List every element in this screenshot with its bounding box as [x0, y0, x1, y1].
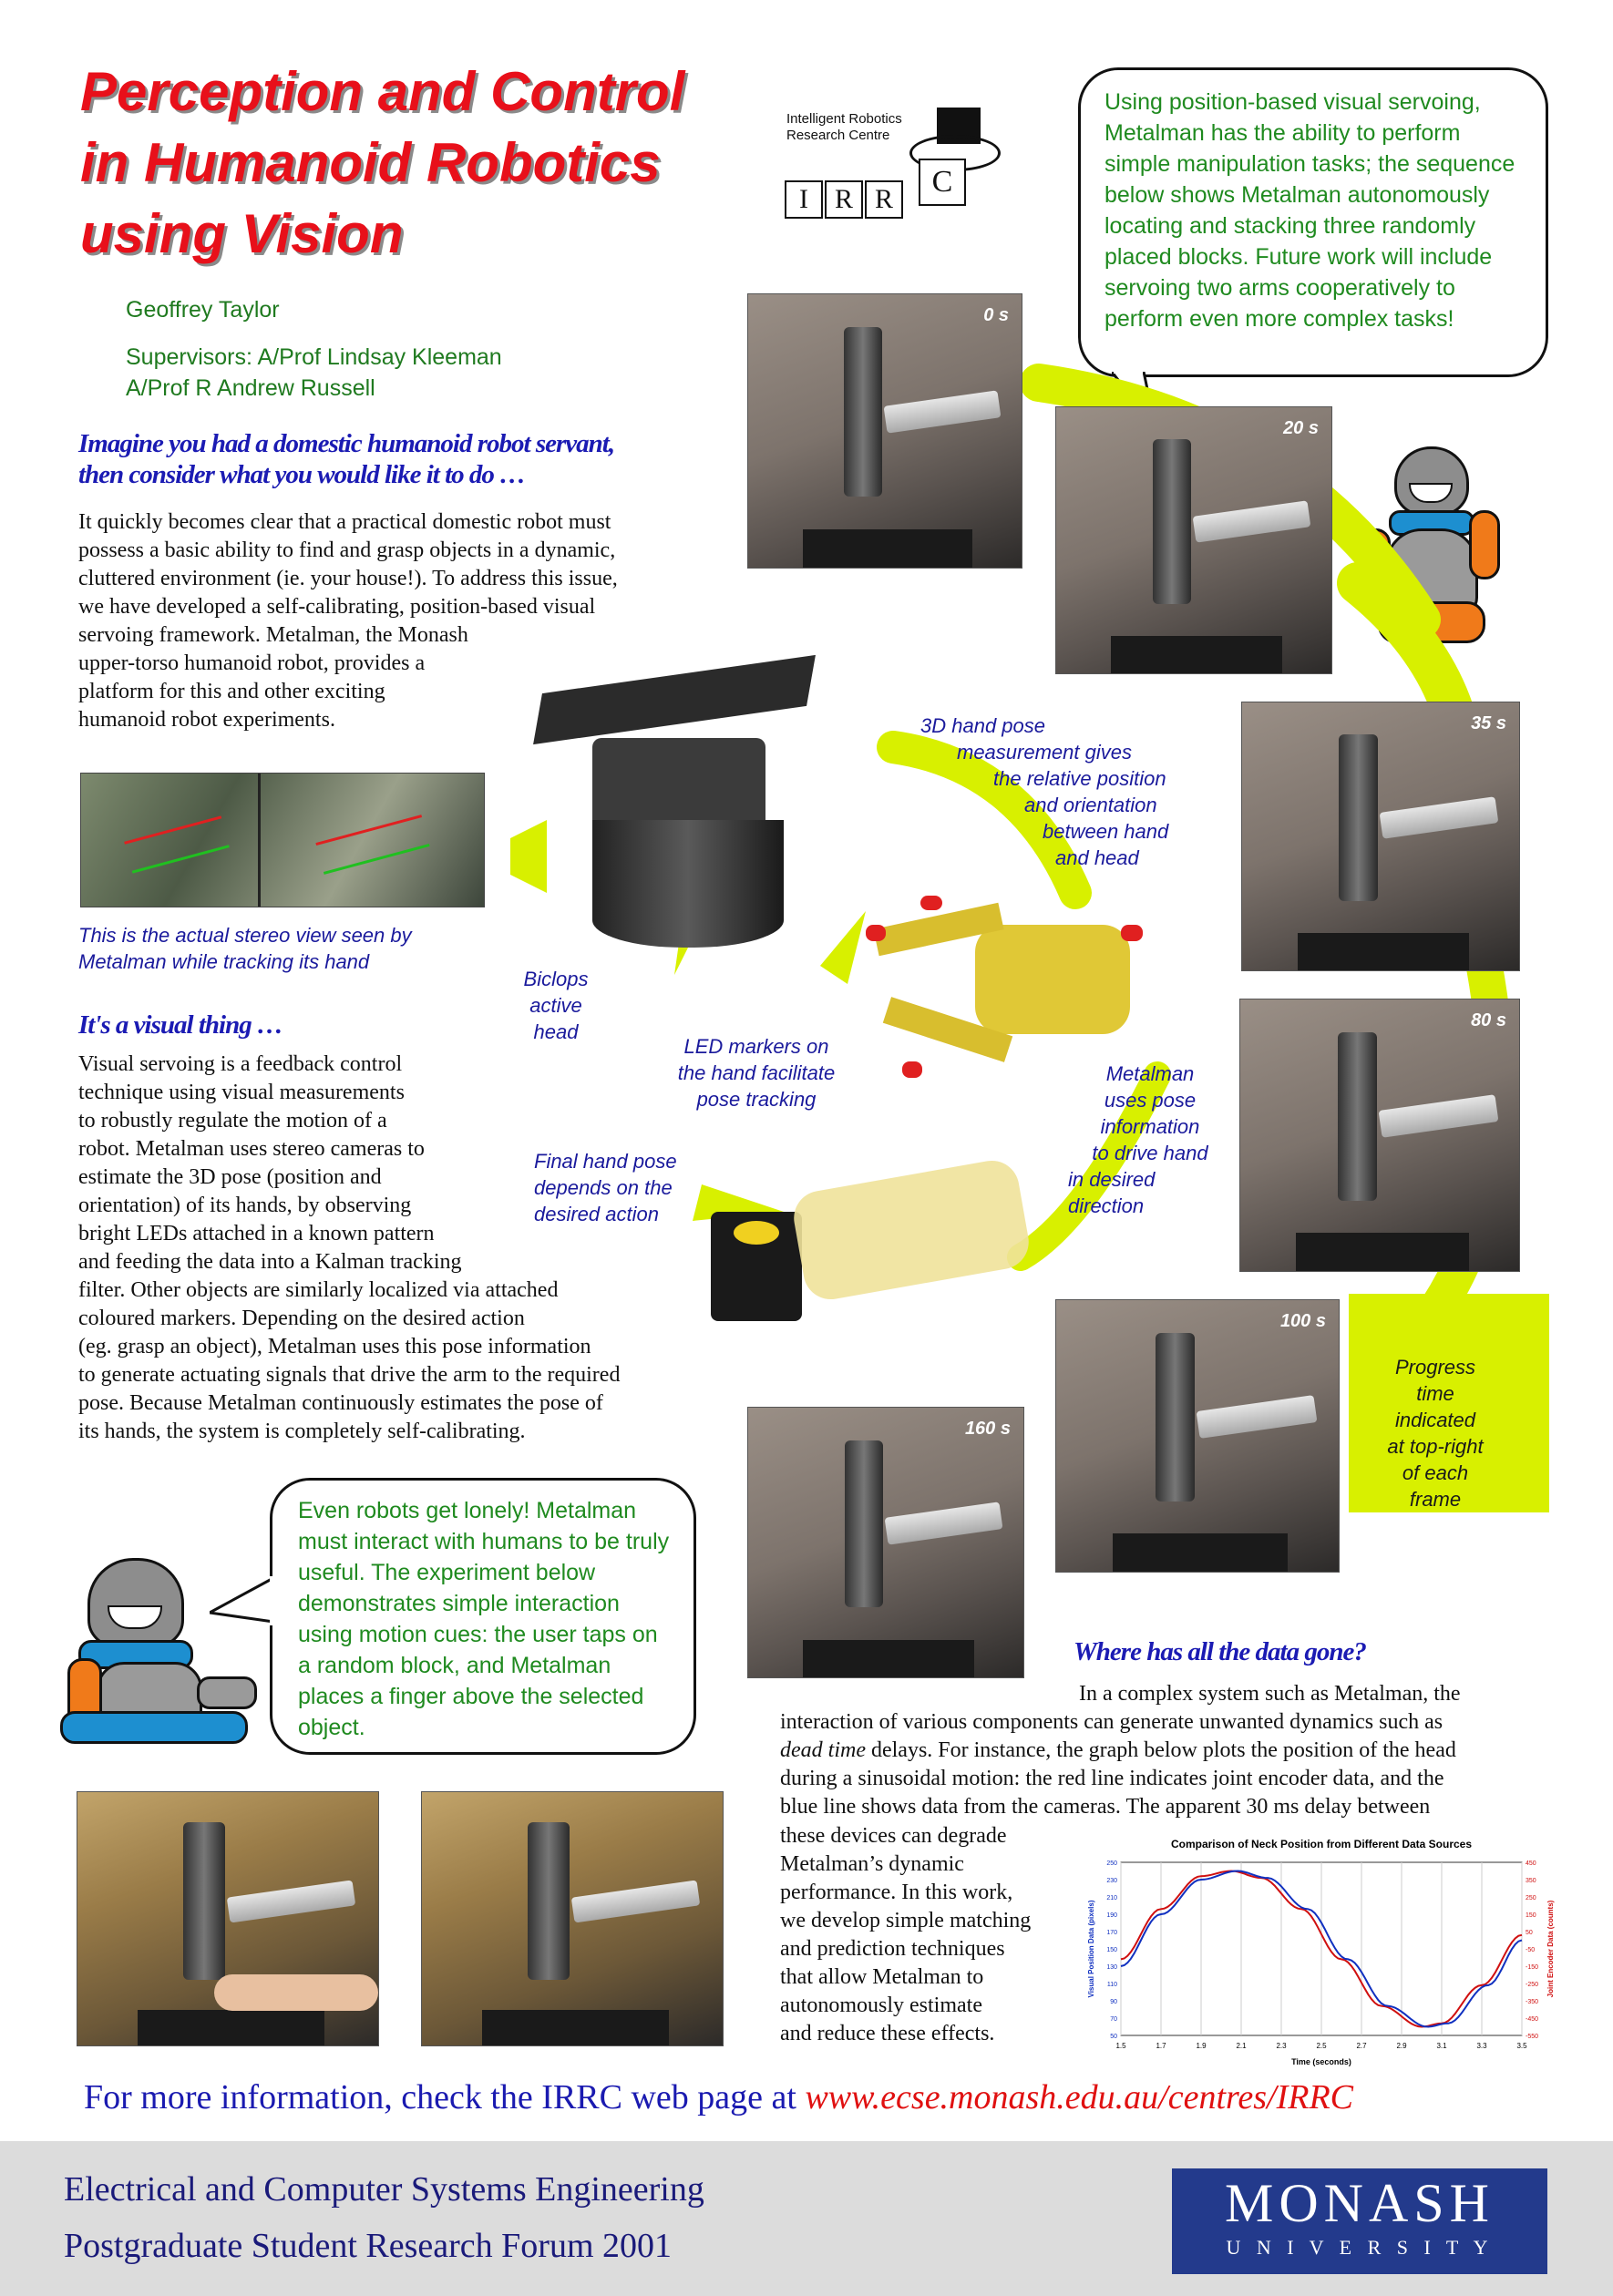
intro-line-6: upper-torso humanoid robot, provides a	[78, 651, 426, 675]
robot-hand	[197, 1676, 257, 1709]
pose3d-line-3: the relative position	[993, 767, 1166, 790]
progress-line-1: Progress	[1394, 1356, 1476, 1379]
interaction-photo-2	[421, 1791, 724, 2046]
frame-base	[803, 1640, 973, 1677]
biclops-line-3: head	[533, 1020, 579, 1043]
chart-x-tick: 2.3	[1276, 2042, 1287, 2050]
monash-name: MONASH	[1224, 2173, 1495, 2233]
visual-line-4: robot. Metalman uses stereo cameras to	[78, 1137, 425, 1161]
visual-line-10: coloured markers. Depending on the desired action	[78, 1307, 525, 1330]
frame-time-160s: 160 s	[964, 1419, 1011, 1439]
data-heading: Where has all the data gone?	[1074, 1637, 1366, 1666]
progress-line-2: time	[1416, 1382, 1454, 1405]
data-line-2: interaction of various components can generate unwanted dynamics such as	[780, 1710, 1443, 1734]
frame-base	[482, 2010, 669, 2045]
title-line-1: Perception and Control	[80, 61, 685, 122]
visual-line-9: filter. Other objects are similarly localized via attached	[78, 1278, 559, 1302]
intro-heading-line-2: then consider what you would like it to do …	[78, 460, 526, 489]
visual-line-13: pose. Because Metalman continuously estimates the pose of	[78, 1391, 603, 1415]
bubble-left-text: Even robots get lonely! Metalman must interact with humans to be truly useful. The experiment below demonstrates simple interaction using motion cues: the user taps on a random block, and Metalman places a finger above the selected object.	[298, 1498, 670, 1740]
final-line-2: depends on the	[534, 1176, 673, 1199]
data-line-3	[780, 1737, 1564, 1765]
more-info	[84, 2077, 1353, 2117]
frame-0s	[747, 293, 1022, 569]
narrow-line-5: and prediction techniques	[780, 1937, 1005, 1961]
biclops-top-plate	[533, 655, 816, 744]
chart-x-label: Time (seconds)	[1291, 2057, 1351, 2066]
annotation-biclops	[501, 966, 611, 1045]
intro-line-8: humanoid robot experiments.	[78, 708, 335, 732]
led-line-3: pose tracking	[696, 1088, 817, 1111]
visual-line-6: orientation) of its hands, by observing	[78, 1194, 412, 1217]
chart-y2-tick: -350	[1526, 1999, 1539, 2005]
monash-sub: U N I V E R S I T Y	[1226, 2236, 1494, 2259]
frame-100s	[1055, 1299, 1340, 1573]
biclops-head-render	[529, 638, 829, 957]
intro-line-7: platform for this and other exciting	[78, 680, 385, 703]
chart-y2-label: Joint Encoder Data (counts)	[1546, 1900, 1555, 1998]
frame-20s	[1055, 406, 1332, 674]
bubble-top-text: Using position-based visual servoing, Metalman has the ability to perform simple manipulation tasks; the sequence below shows Metalman autonomously locating and stacking three randomly placed blocks. Future work will include servoing two arms cooperatively to perform even more complex tasks!	[1104, 89, 1515, 332]
stereo-caption-line-1: This is the actual stereo view seen by	[78, 924, 412, 947]
chart-x-tick: 2.5	[1316, 2042, 1327, 2050]
annotation-final	[534, 1148, 735, 1227]
chart-x-tick: 2.7	[1356, 2042, 1367, 2050]
chart-y-tick: 210	[1106, 1895, 1117, 1901]
gripper-body	[975, 925, 1130, 1034]
frame-time-100s: 100 s	[1279, 1311, 1326, 1331]
intro-line-2: possess a basic ability to find and grasp objects in a dynamic,	[78, 538, 616, 562]
biclops-line-2: active	[529, 994, 582, 1017]
frame-arm	[1379, 1094, 1498, 1137]
metalman-line-4: to drive hand	[1092, 1142, 1208, 1164]
data-paragraph	[780, 1680, 1564, 1821]
data-line-4: during a sinusoidal motion: the red line indicates joint encoder data, and the	[780, 1767, 1444, 1790]
chart-y-tick: 110	[1106, 1982, 1117, 1988]
irrc-url-link[interactable]: www.ecse.monash.edu.au/centres/IRRC	[805, 2078, 1354, 2117]
chart-y-tick: 130	[1106, 1964, 1117, 1971]
metalman-line-2: uses pose	[1104, 1089, 1197, 1112]
frame-robot	[528, 1822, 570, 1979]
title-line-2: in Humanoid Robotics	[80, 132, 661, 193]
author: Geoffrey Taylor	[126, 297, 280, 323]
chart-title: Comparison of Neck Position from Different Data Sources	[1170, 1838, 1473, 1850]
footer-line-2: Postgraduate Student Research Forum 2001	[64, 2227, 673, 2265]
chart-y2-tick: 150	[1526, 1912, 1536, 1919]
visual-line-5: estimate the 3D pose (position and	[78, 1165, 382, 1189]
stereo-divider	[258, 774, 261, 907]
frame-base	[1298, 933, 1469, 970]
frame-robot	[1339, 734, 1378, 900]
frame-base	[138, 2010, 324, 2045]
visual-line-1: Visual servoing is a feedback control	[78, 1052, 403, 1076]
frame-robot	[1153, 439, 1191, 604]
frame-arm	[885, 1502, 1003, 1545]
footer-bar	[0, 2141, 1613, 2296]
frame-robot	[1338, 1032, 1377, 1201]
speech-bubble-left	[270, 1478, 696, 1755]
chart-y-tick: 90	[1110, 1999, 1117, 2005]
narrow-line-4: we develop simple matching	[780, 1909, 1032, 1932]
chart-x-tick: 2.9	[1396, 2042, 1407, 2050]
biclops-line-1: Biclops	[523, 968, 589, 990]
chart-y2-tick: 450	[1526, 1860, 1536, 1867]
metalman-line-1: Metalman	[1105, 1062, 1195, 1085]
intro-line-5: servoing framework. Metalman, the Monash	[78, 623, 468, 647]
progress-line-6: frame	[1409, 1488, 1462, 1511]
visual-line-7: bright LEDs attached in a known pattern	[78, 1222, 435, 1245]
chart-x-tick: 1.5	[1115, 2042, 1126, 2050]
led-line-2: the hand facilitate	[677, 1061, 836, 1084]
visual-line-11: (eg. grasp an object), Metalman uses this pose information	[78, 1335, 591, 1358]
frame-robot	[845, 1440, 883, 1608]
user-hand	[214, 1974, 378, 2011]
visual-line-12: to generate actuating signals that drive the arm to the required	[78, 1363, 621, 1387]
chart-x-tick: 3.3	[1476, 2042, 1487, 2050]
narrow-line-1: these devices can degrade	[780, 1824, 1007, 1848]
visual-line-2: technique using visual measurements	[78, 1081, 405, 1104]
stereo-track-left	[124, 815, 230, 873]
visual-line-3: to robustly regulate the motion of a	[78, 1109, 387, 1133]
poster-title	[80, 56, 809, 270]
final-line-1: Final hand pose	[534, 1150, 677, 1173]
more-info-prefix: For more information, check the IRRC web page at	[84, 2078, 806, 2117]
robot-base	[60, 1711, 248, 1744]
robot-head	[87, 1558, 184, 1647]
annotation-led	[638, 1033, 875, 1112]
frame-base	[1113, 1533, 1288, 1572]
supervisors-line-2: A/Prof R Andrew Russell	[126, 375, 375, 401]
frame-arm	[571, 1880, 700, 1922]
progress-line-4: at top-right	[1387, 1435, 1484, 1458]
visual-line-8: and feeding the data into a Kalman tracking	[78, 1250, 462, 1274]
led-marker-1	[920, 896, 942, 910]
neck-position-chart	[1084, 1835, 1558, 2072]
data-line-1: In a complex system such as Metalman, the	[1079, 1682, 1461, 1706]
pose3d-line-1: 3D hand pose	[920, 714, 1045, 737]
speech-bubble-top	[1078, 67, 1548, 377]
frame-time-35s: 35 s	[1471, 713, 1506, 733]
data-narrow-paragraph	[780, 1822, 1090, 2048]
bubble-left-tail	[210, 1576, 275, 1631]
chart-y-tick: 190	[1106, 1912, 1117, 1919]
title-line-3: using Vision	[80, 203, 404, 264]
progress-line-5: of each	[1402, 1461, 1469, 1484]
frame-base	[1111, 636, 1281, 673]
chart-x-tick: 3.5	[1516, 2042, 1527, 2050]
frame-time-20s: 20 s	[1283, 418, 1319, 438]
data-line-3-rest: delays. For instance, the graph below plots the position of the head	[865, 1738, 1456, 1762]
visual-heading: It's a visual thing …	[78, 1010, 283, 1040]
supervisors-line-1: Supervisors: A/Prof Lindsay Kleeman	[126, 344, 502, 370]
led-line-1: LED markers on	[683, 1035, 829, 1058]
final-line-3: desired action	[534, 1203, 659, 1225]
visual-line-14: its hands, the system is completely self-calibrating.	[78, 1420, 526, 1443]
intro-line-1: It quickly becomes clear that a practical domestic robot must	[78, 510, 611, 534]
chart-y2-tick: 50	[1526, 1930, 1533, 1936]
chart-x-tick: 2.1	[1236, 2042, 1247, 2050]
intro-line-4: we have developed a self-calibrating, position-based visual	[78, 595, 596, 619]
chart-y-tick: 250	[1106, 1860, 1117, 1867]
chart-x-tick: 1.7	[1156, 2042, 1166, 2050]
intro-line-3: cluttered environment (ie. your house!). To address this issue,	[78, 567, 618, 590]
narrow-line-2: Metalman’s dynamic	[780, 1852, 964, 1876]
logo-line-1: Intelligent Robotics	[786, 111, 902, 127]
metalman-line-6: direction	[1068, 1194, 1145, 1217]
frame-robot	[1156, 1333, 1195, 1502]
led-marker-3	[866, 925, 886, 941]
frame-time-0s: 0 s	[983, 305, 1009, 325]
stereo-caption-line-2: Metalman while tracking its hand	[78, 950, 370, 973]
frame-arm	[884, 390, 1002, 433]
chart-y2-tick: -550	[1526, 2034, 1539, 2040]
narrow-line-7: autonomously estimate	[780, 1994, 982, 2017]
pose3d-line-5: between hand	[1043, 820, 1169, 843]
irrc-logo	[782, 108, 1010, 226]
frame-arm	[227, 1880, 355, 1922]
data-line-5: blue line shows data from the cameras. The apparent 30 ms delay between	[780, 1795, 1431, 1819]
chart-y-tick: 150	[1106, 1947, 1117, 1953]
frame-arm	[1193, 500, 1311, 543]
narrow-line-8: and reduce these effects.	[780, 2022, 995, 2045]
interaction-photo-1	[77, 1791, 379, 2046]
chart-y2-tick: -50	[1526, 1947, 1536, 1953]
frame-robot	[844, 327, 882, 497]
chart-y-tick: 170	[1106, 1930, 1117, 1936]
cartoon-robot-left	[60, 1540, 261, 1740]
chart-y-tick: 50	[1110, 2034, 1117, 2040]
chart-y2-tick: -250	[1526, 1982, 1539, 1988]
frame-160s	[747, 1407, 1024, 1678]
stereo-view-image	[80, 773, 485, 907]
frame-arm	[1380, 796, 1499, 839]
footer-line-1: Electrical and Computer Systems Engineering	[64, 2170, 704, 2209]
logo-letter-r2: R	[865, 180, 903, 219]
chart-y2-tick: -450	[1526, 2016, 1539, 2023]
frame-time-80s: 80 s	[1471, 1010, 1506, 1030]
monash-logo	[1172, 2168, 1547, 2274]
stereo-track-right	[315, 815, 429, 875]
logo-letter-c: C	[919, 159, 966, 206]
frame-base	[1296, 1233, 1469, 1271]
final-gripper	[789, 1156, 1033, 1304]
chart-x-tick: 3.1	[1436, 2042, 1447, 2050]
led-marker-2	[1121, 925, 1143, 941]
pose3d-line-2: measurement gives	[957, 741, 1132, 764]
annotation-progress	[1358, 1354, 1513, 1512]
target-marker	[734, 1221, 779, 1245]
frame-35s	[1241, 702, 1520, 971]
dead-time-italic: dead time	[780, 1738, 866, 1762]
frame-robot	[183, 1822, 225, 1979]
frame-arm	[1197, 1395, 1318, 1439]
chart-y-label: Visual Position Data (pixels)	[1087, 1900, 1095, 1998]
chart-x-tick: 1.9	[1196, 2042, 1207, 2050]
stereo-caption	[78, 922, 534, 975]
metalman-line-3: information	[1100, 1115, 1200, 1138]
progress-line-3: indicated	[1394, 1409, 1476, 1431]
gripper-render	[848, 888, 1176, 1089]
pose3d-line-6: and head	[1055, 846, 1139, 869]
narrow-line-3: performance. In this work,	[780, 1881, 1013, 1904]
frame-80s	[1239, 999, 1520, 1272]
frame-base	[803, 529, 972, 568]
logo-letter-i: I	[785, 180, 823, 219]
pose3d-line-4: and orientation	[1024, 794, 1157, 816]
metalman-line-5: in desired	[1068, 1168, 1156, 1191]
final-pose-render	[706, 1157, 1053, 1376]
chart-y2-tick: 250	[1526, 1895, 1536, 1901]
annotation-3d-pose	[920, 712, 1194, 871]
chart-y-tick: 70	[1110, 2016, 1117, 2023]
chart-y2-tick: -150	[1526, 1964, 1539, 1971]
logo-letter-r1: R	[825, 180, 863, 219]
narrow-line-6: that allow Metalman to	[780, 1965, 984, 1989]
biclops-base	[592, 820, 784, 948]
chart-y2-tick: 350	[1526, 1878, 1536, 1884]
chart-y-tick: 230	[1106, 1878, 1117, 1884]
led-marker-4	[902, 1061, 922, 1078]
intro-heading-line-1: Imagine you had a domestic humanoid robot servant,	[78, 429, 615, 458]
annotation-metalman	[1068, 1061, 1232, 1219]
logo-line-2: Research Centre	[786, 128, 890, 143]
